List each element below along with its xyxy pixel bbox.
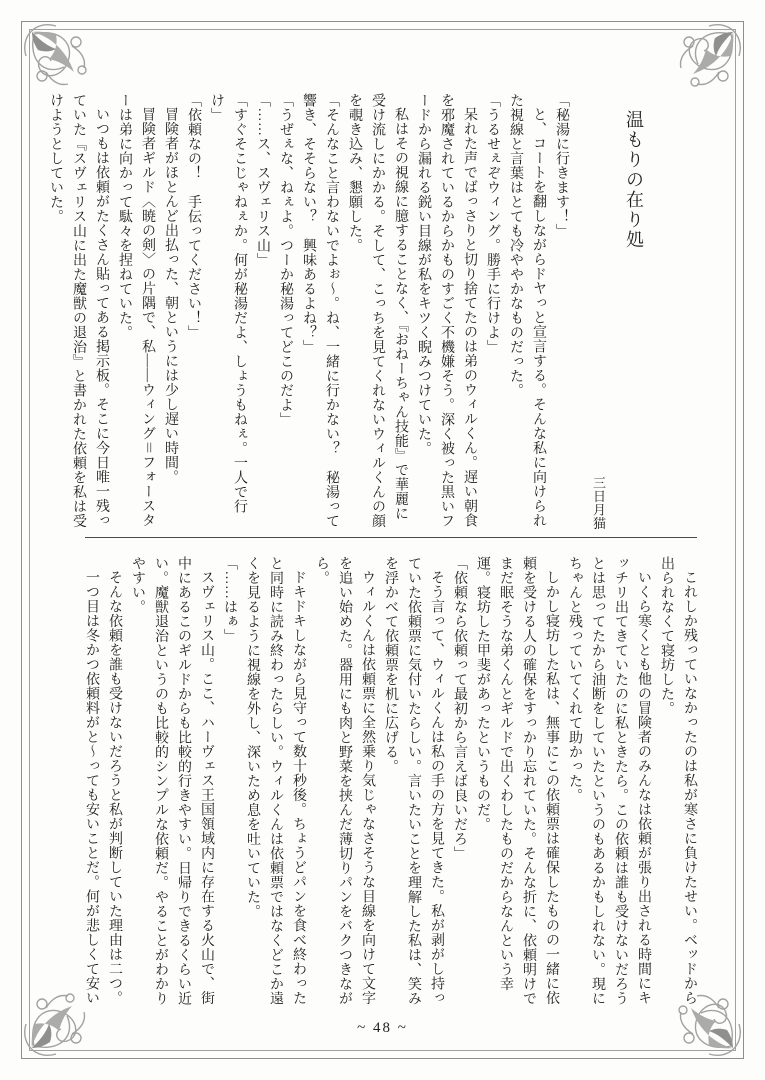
story-section-top (44, 93, 651, 530)
story-paragraph-dialogue: 「すぐそこじゃねぇか。何が秘湯だよ、しょうもねぇ。一人で行け」 (209, 93, 247, 514)
story-paragraph-narration: これしか残っていなかったのは私が寒さに負けたせい。ベッドから出られなくて寝坊した。 (659, 556, 697, 1005)
story-author: 三日月猫 (591, 476, 606, 530)
story-paragraph-dialogue: 「依頼なら依頼って最初から言えば良いだろ」 (452, 556, 467, 861)
story-paragraph-narration: ウィルくんは依頼票に全然乗り気じゃなさそうな目線を向けて文字を追い始めた。器用にも肉と野菜を挟んだ薄切りパンをバクつきながら。 (314, 556, 375, 1006)
story-paragraph-narration: 呆れた声でばっさりと切り捨てたのは弟のウィルくん。遅い朝食を邪魔されているからかものすごく不機嫌そう。深く被った黒いフードから漏れる鋭い目線が私をキツく睨みつけていた。 (416, 93, 477, 528)
story-paragraph-dialogue: 「うぜぇな、ねぇよ。つーか秘湯ってどこのだよ」 (278, 93, 293, 427)
story-paragraph-narration: 一つ目は冬かつ依頼料がと〜っても安いことだ。何が悲しくて安い (84, 570, 99, 1005)
story-paragraph-narration: いくら寒くとも他の冒険者のみんなは依頼が張り出される時間にキッチリ出てきていたのに私ときたら。この依頼は誰も受けないだろうとは思ってたから油断をしていたというのもあるかもしれない。現にちゃんと残っていてくれて助かった。 (567, 556, 651, 1006)
story-section-bottom (80, 556, 701, 1008)
story-paragraph-dialogue: 「秘湯に行きます！」 (554, 93, 569, 238)
story-paragraph-narration: と、コートを翻しながらドヤっと宣言する。そんな私に向けられた視線と言葉はとても冷ややかなものだった。 (508, 93, 546, 528)
story-paragraph-narration: そう言って、ウィルくんは私の手の方を見てきた。私が剥がし持っていた依頼票に気付いたらしい。言いたいことを理解した私は、笑みを浮かべて依頼票を机に広げる。 (383, 556, 444, 1006)
story-paragraph-narration: 私はその視線に臆することなく、『おねーちゃん技能』で華麗に受け流しにかかる。そして、こっちを見てくれないウィルくんの顔を覗き込み、懇願した。 (347, 93, 408, 528)
story-title: 温もりの在り処 (624, 110, 644, 250)
story-paragraph-narration: スヴェリス山。ここ、ハーヴェス王国領域内に存在する火山で、街中にあるこのギルドからも比較的行きやすい。日帰りできるくらい近い。魔獣退治というのも比較的シンプルな依頼だ。やることがわかりやすい。 (130, 556, 214, 1006)
story-paragraph-dialogue: 「……はぁ」 (222, 556, 237, 643)
story-paragraph-dialogue: 「うるせぇぞウィング。勝手に行けよ」 (485, 93, 500, 354)
story-paragraph-dialogue: 「依頼なの！ 手伝ってください！」 (186, 93, 201, 340)
story-paragraph-narration: ドキドキしながら見守って数十秒後。ちょうどパンを食べ終わったと同時に読み終わったらしい。ウィルくんは依頼票ではなくどこか遠くを見るように視線を外し、深いため息を吐いていた。 (245, 556, 306, 1006)
story-paragraph-narration: いつもは依頼がたくさん貼ってある掲示板。そこに今日唯一残っていた『スヴェリス山に出た魔獣の退治』と書かれた依頼を私は受けようとしていた。 (48, 93, 109, 528)
story-paragraph-narration: 冒険者がほとんど出払った、朝というには少し遅い時間。 (163, 107, 178, 484)
page-number: ~ 48 ~ (357, 1020, 408, 1036)
section-divider (85, 537, 697, 538)
story-paragraph-dialogue: 「……ス、スヴェリス山」 (255, 93, 270, 267)
story-paragraph-dialogue: 「そんなこと言わないでよぉ〜。ね、一緒に行かない？ 秘湯って響き、そそらない？ 興味あるよね？」 (301, 93, 339, 528)
story-paragraph-narration: しかし寝坊した私は、無事にこの依頼票は確保したものの一緒に依頼を受ける人の確保をすっかり忘れていた。そんな折に、依頼明けでまだ眠そうな弟くんとギルドで出くわしたものだからなんという幸運。寝坊した甲斐があったというものだ。 (475, 556, 559, 1006)
corner-flourish-icon (657, 12, 753, 108)
story-paragraph-narration: 冒険者ギルド〈暁の剣〉の片隅で、私――ウィング＝フォースターは弟に向かって駄々を捏ねていた。 (117, 93, 155, 528)
story-paragraph-narration: そんな依頼を誰も受けないだろうと私が判断していた理由は二つ。 (107, 570, 122, 1005)
